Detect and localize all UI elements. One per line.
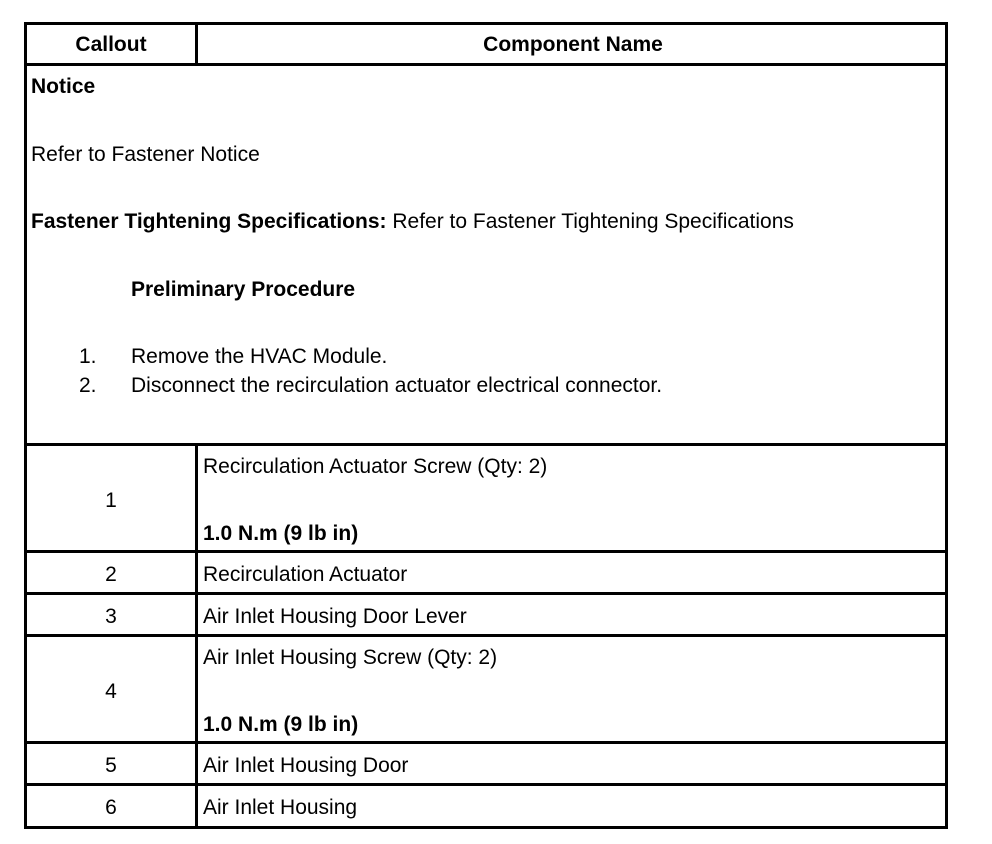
component-name: Recirculation Actuator <box>203 563 408 586</box>
component-name: Air Inlet Housing Door Lever <box>203 605 467 628</box>
callout-number: 6 <box>105 796 117 819</box>
callout-number: 5 <box>105 754 117 777</box>
step-number: 1. <box>79 345 97 368</box>
callout-number: 4 <box>105 680 117 703</box>
components-table <box>24 22 948 829</box>
header-callout: Callout <box>75 33 147 56</box>
row-divider <box>27 592 945 595</box>
spec-text: Refer to Fastener Tightening Specifications <box>386 210 794 233</box>
row-divider <box>27 783 945 786</box>
preliminary-procedure-title: Preliminary Procedure <box>131 278 356 301</box>
fastener-spec-line <box>31 210 794 234</box>
row-divider <box>27 634 945 637</box>
callout-number: 1 <box>105 489 117 512</box>
callout-number: 2 <box>105 563 117 586</box>
header-divider <box>27 63 945 66</box>
component-name: Air Inlet Housing Screw (Qty: 2) <box>203 646 498 669</box>
component-name: Recirculation Actuator Screw (Qty: 2) <box>203 455 548 478</box>
column-divider <box>195 443 198 829</box>
header-component-name: Component Name <box>483 33 663 56</box>
torque-spec: 1.0 N.m (9 lb in) <box>203 713 359 736</box>
step-number: 2. <box>79 374 97 397</box>
step-text: Remove the HVAC Module. <box>131 345 388 368</box>
callout-number: 3 <box>105 605 117 628</box>
row-divider <box>27 741 945 744</box>
torque-spec: 1.0 N.m (9 lb in) <box>203 522 359 545</box>
component-name: Air Inlet Housing Door <box>203 754 409 777</box>
spec-label: Fastener Tightening Specifications: <box>31 210 387 233</box>
row-divider <box>27 550 945 553</box>
notice-divider <box>27 443 945 446</box>
notice-title: Notice <box>31 75 96 98</box>
component-name: Air Inlet Housing <box>203 796 358 819</box>
notice-text: Refer to Fastener Notice <box>31 143 260 166</box>
step-text: Disconnect the recirculation actuator electrical connector. <box>131 374 663 397</box>
